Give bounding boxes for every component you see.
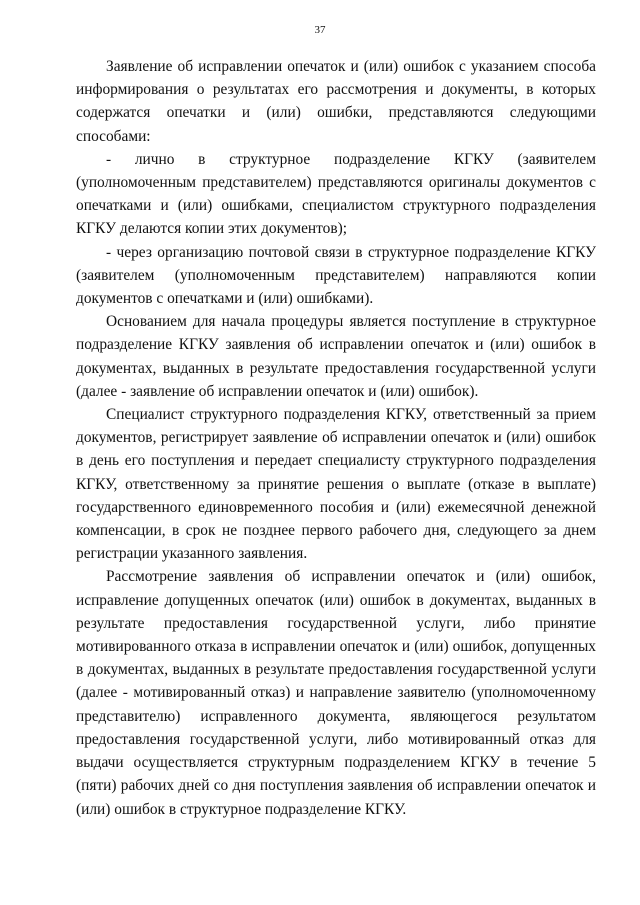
paragraph-procedure-basis: Основанием для начала процедуры является поступление в структурное подразделение КГКУ заявления об исправлении опечаток и (или) ошибок в документах, выданных в результате предоставления государственной услуги (далее - заявление об исправлении опечаток и (или) ошибок). [76,313,596,400]
paragraph-registration: Специалист структурного подразделения КГКУ, ответственный за прием документов, регистрирует заявление об исправлении опечаток и (или) ошибок в день его поступления и передает специалисту структурного подразделения КГКУ, ответственному за принятие решения о выплате (отказе в выплате) государственного единовременного пособия и (или) ежемесячной денежной компенсации, в срок не позднее первого рабочего дня, следующего за днем регистрации указанного заявления. [76,406,596,563]
paragraph-review-deadline: Рассмотрение заявления об исправлении опечаток и (или) ошибок, исправление допущенных опечаток (или) ошибок в документах, выданных в результате предоставления государственной услуги, либо принятие мотивированного отказа в исправлении опечаток и (или) ошибок, допущенных в документах, выданных в результате предоставления государственной услуги (далее - мотивированный отказ) и направление заявителю (уполномоченному представителю) исправленного документа, являющегося результатом предоставления государственной услуги, либо мотивированный отказ для выдачи осуществляется структурным подразделением КГКУ в течение 5 (пяти) рабочих дней со дня поступления заявления об исправлении опечаток и (или) ошибок в структурное подразделение КГКУ. [76,568,596,818]
page-number: 37 [314,24,326,36]
paragraph-submission-methods: Заявление об исправлении опечаток и (или) ошибок с указанием способа информирования о результатах его рассмотрения и документы, в которых содержатся опечатки и (или) ошибки, представляются следующими способами: [76,58,596,145]
paragraph-in-person-method: - лично в структурное подразделение КГКУ (заявителем (уполномоченным представителем) представляются оригиналы документов с опечатками и (или) ошибками, специалистом структурного подразделения КГКУ делаются копии этих документов); [76,150,596,238]
document-body [76,55,596,821]
paragraph-postal-method: - через организацию почтовой связи в структурное подразделение КГКУ (заявителем (уполномоченным представителем) направляются копии документов с опечатками и (или) ошибками). [76,243,596,308]
